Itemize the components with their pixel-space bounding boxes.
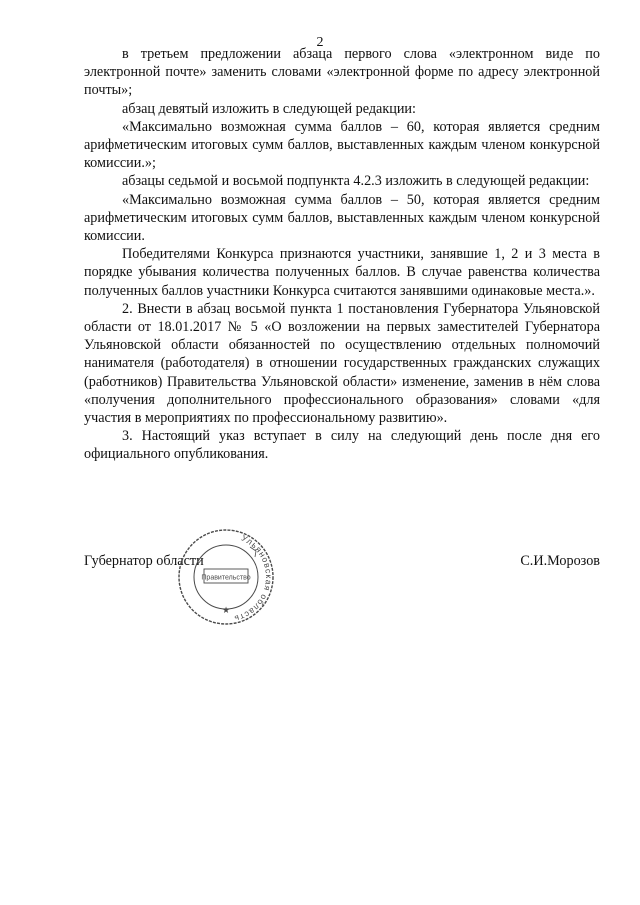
signature-block — [84, 552, 600, 572]
seal-center-text: Правительство — [201, 574, 251, 582]
page-number: 2 — [316, 35, 324, 50]
paragraph-3-quote: «Максимально возможная сумма баллов – 60, которая является средним арифметическим итоговых сумм баллов, выставленных каждым членом конкурсной комиссии.»; — [84, 118, 600, 172]
paragraph-5-quote: «Максимально возможная сумма баллов – 50, которая является средним арифметическим итоговых сумм баллов, выставленных каждым членом конкурсной комиссии. — [84, 191, 600, 245]
seal-outer-text: Ульяновская область — [232, 532, 274, 625]
paragraph-1: в третьем предложении абзаца первого слова «электронном виде по электронной почте» заменить словами «электронной форме по адресу электронной почты»; — [84, 46, 600, 99]
signatory-name: С.И.Морозов — [520, 553, 600, 569]
signatory-title: Губернатор области — [84, 553, 204, 569]
document-body — [84, 45, 600, 464]
official-seal-stamp — [176, 527, 276, 627]
paragraph-8-item-3: 3. Настоящий указ вступает в силу на следующий день после дня его официального опубликования. — [84, 428, 600, 463]
paragraph-6: Победителями Конкурса признаются участники, занявшие 1, 2 и 3 места в порядке убывания количества полученных баллов. В случае равенства количества полученных баллов участники Конкурса считаются занявшими одинаковые места.». — [84, 246, 600, 299]
paragraph-4: абзацы седьмой и восьмой подпункта 4.2.3 изложить в следующей редакции: — [122, 173, 590, 190]
svg-text:★: ★ — [221, 605, 231, 615]
paragraph-2: абзац девятый изложить в следующей редакции: — [122, 100, 416, 117]
paragraph-7-item-2: 2. Внести в абзац восьмой пункта 1 постановления Губернатора Ульяновской области от 18.01.2017 № 5 «О возложении на первых заместителей Губернатора Ульяновской области обязанностей по осуществлению отдельных полномочий нанимателя (работодателя) в отношении государственных гражданских служащих (работников) Правительства Ульяновской области» изменение, заменив в нём слова «получения дополнительного профессионального образования» словами «для участия в мероприятиях по профессиональному развитию». — [84, 300, 600, 427]
